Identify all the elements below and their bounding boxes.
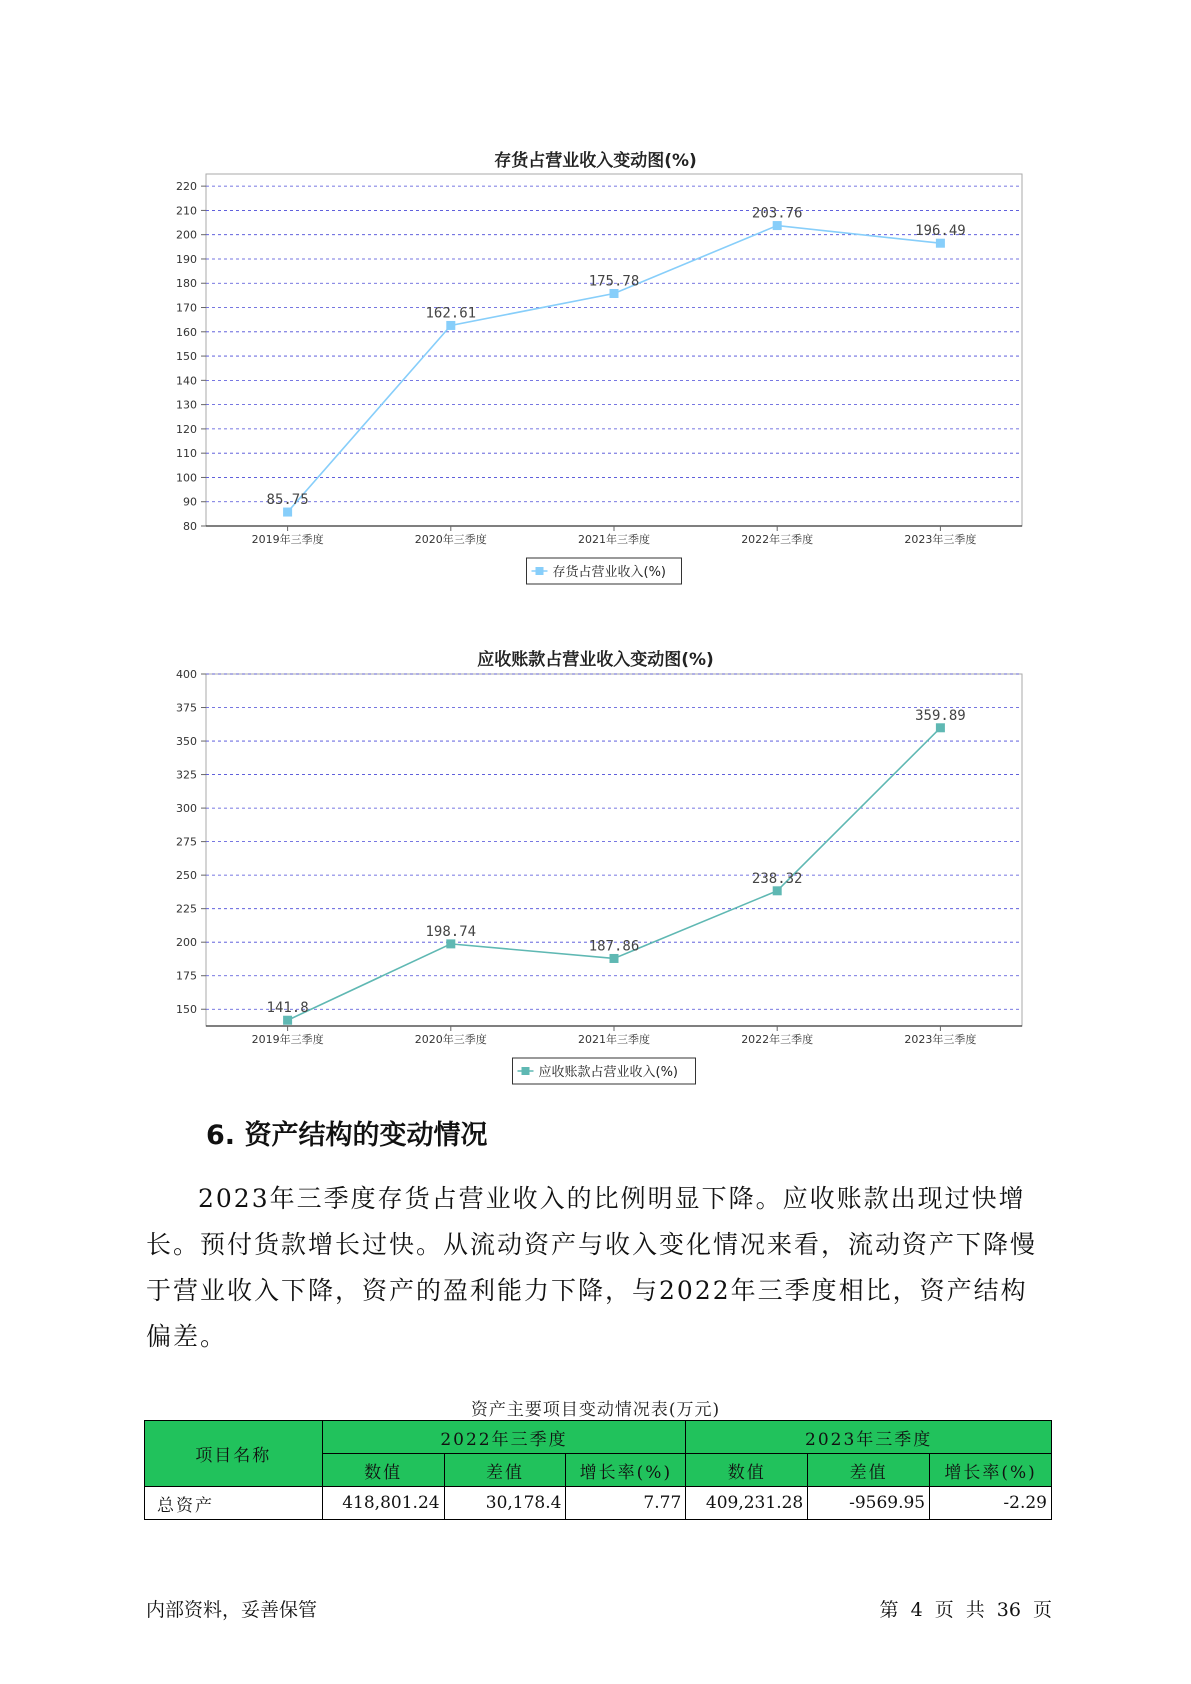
- legend-marker: [536, 567, 544, 575]
- y-tick-label: 170: [176, 301, 197, 315]
- footer-page-number: 第 4 页 共 36 页: [879, 1599, 1052, 1621]
- x-tick-label: 2019年三季度: [251, 1033, 324, 1046]
- y-tick-label: 100: [176, 471, 197, 485]
- section-heading: 6. 资产结构的变动情况: [206, 1120, 488, 1151]
- data-label: 198.74: [425, 923, 477, 940]
- y-tick-label: 80: [183, 520, 197, 533]
- data-label: 187.86: [588, 938, 640, 955]
- y-tick-label: 300: [176, 802, 197, 816]
- data-point: [446, 939, 455, 948]
- y-tick-label: 325: [176, 768, 197, 782]
- x-tick-label: 2022年三季度: [741, 1033, 814, 1046]
- x-tick-label: 2022年三季度: [741, 533, 814, 546]
- x-tick-label: 2021年三季度: [578, 1033, 650, 1046]
- header-diff-2023: 差值: [808, 1454, 930, 1487]
- y-tick-label: 210: [176, 204, 197, 218]
- y-tick-label: 130: [176, 398, 197, 412]
- y-tick-label: 160: [176, 325, 197, 339]
- x-tick-label: 2023年三季度: [904, 1033, 977, 1046]
- header-rate-2022: 增长率(%): [566, 1454, 686, 1487]
- section-paragraph: 2023年三季度存货占营业收入的比例明显下降。应收账款出现过快增长。预付货款增长过快。从流动资产与收入变化情况来看，流动资产下降慢于营业收入下降，资产的盈利能力下降，与2022年三季度相比，资产结构偏差。: [146, 1184, 1038, 1351]
- row-name: 总资产: [145, 1487, 323, 1520]
- asset-table: [144, 1420, 1052, 1520]
- header-rate-2023: 增长率(%): [930, 1454, 1052, 1487]
- header-item-name: 项目名称: [145, 1421, 323, 1487]
- chart1-title: 存货占营业收入变动图(%): [494, 151, 697, 171]
- footer-confidential: 内部资料，妥善保管: [146, 1599, 318, 1621]
- chart2-receivables-ratio: [0, 660, 1191, 1090]
- chart1-inventory-ratio: [0, 160, 1191, 590]
- table-row: [145, 1487, 1052, 1520]
- y-tick-label: 200: [176, 228, 197, 242]
- x-tick-label: 2023年三季度: [904, 533, 977, 546]
- y-tick-label: 140: [176, 374, 197, 388]
- x-tick-label: 2019年三季度: [251, 533, 324, 546]
- y-tick-label: 400: [176, 668, 197, 681]
- y-tick-label: 250: [176, 869, 197, 883]
- data-label: 175.78: [588, 273, 640, 290]
- plot-area: [206, 174, 1022, 526]
- plot-area: [206, 674, 1022, 1026]
- data-point: [446, 321, 455, 330]
- y-tick-label: 150: [176, 350, 197, 364]
- data-point: [773, 886, 782, 895]
- y-tick-label: 225: [176, 902, 197, 916]
- y-tick-label: 200: [176, 936, 197, 950]
- data-label: 196.49: [915, 223, 966, 240]
- table-title: 资产主要项目变动情况表(万元): [470, 1400, 721, 1420]
- y-tick-label: 275: [176, 835, 197, 849]
- data-point: [283, 1016, 292, 1025]
- y-tick-label: 220: [176, 180, 197, 194]
- legend-label: 存货占营业收入(%): [552, 565, 666, 580]
- data-label: 85.75: [266, 492, 309, 509]
- data-point: [610, 954, 619, 963]
- data-label: 359.89: [915, 707, 966, 724]
- legend-label: 应收账款占营业收入(%): [538, 1065, 678, 1080]
- header-period-2022: 2022年三季度: [322, 1421, 686, 1454]
- data-label: 162.61: [425, 305, 477, 322]
- chart2-title: 应收账款占营业收入变动图(%): [477, 650, 714, 670]
- legend-marker: [522, 1067, 530, 1075]
- cell-value-2022: 418,801.24: [322, 1487, 444, 1520]
- x-tick-label: 2020年三季度: [414, 533, 487, 546]
- y-tick-label: 375: [176, 701, 197, 715]
- data-point: [936, 239, 945, 248]
- cell-rate-2022: 7.77: [566, 1487, 686, 1520]
- y-tick-label: 90: [183, 495, 197, 509]
- x-tick-label: 2020年三季度: [414, 1033, 487, 1046]
- data-point: [773, 221, 782, 230]
- y-tick-label: 150: [176, 1003, 197, 1017]
- y-tick-label: 110: [176, 447, 197, 461]
- y-tick-label: 190: [176, 252, 197, 266]
- y-tick-label: 175: [176, 969, 197, 983]
- y-tick-label: 180: [176, 277, 197, 291]
- data-point: [610, 289, 619, 298]
- header-period-2023: 2023年三季度: [686, 1421, 1052, 1454]
- cell-rate-2023: -2.29: [930, 1487, 1052, 1520]
- header-diff-2022: 差值: [444, 1454, 566, 1487]
- header-value-2023: 数值: [686, 1454, 808, 1487]
- y-tick-label: 120: [176, 422, 197, 436]
- data-point: [936, 723, 945, 732]
- cell-diff-2023: -9569.95: [808, 1487, 930, 1520]
- data-label: 203.76: [751, 205, 803, 222]
- x-tick-label: 2021年三季度: [578, 533, 650, 546]
- cell-diff-2022: 30,178.4: [444, 1487, 566, 1520]
- y-tick-label: 350: [176, 735, 197, 749]
- data-label: 238.32: [751, 870, 803, 887]
- data-label: 141.8: [266, 1000, 309, 1017]
- cell-value-2023: 409,231.28: [686, 1487, 808, 1520]
- header-value-2022: 数值: [322, 1454, 444, 1487]
- data-point: [283, 508, 292, 517]
